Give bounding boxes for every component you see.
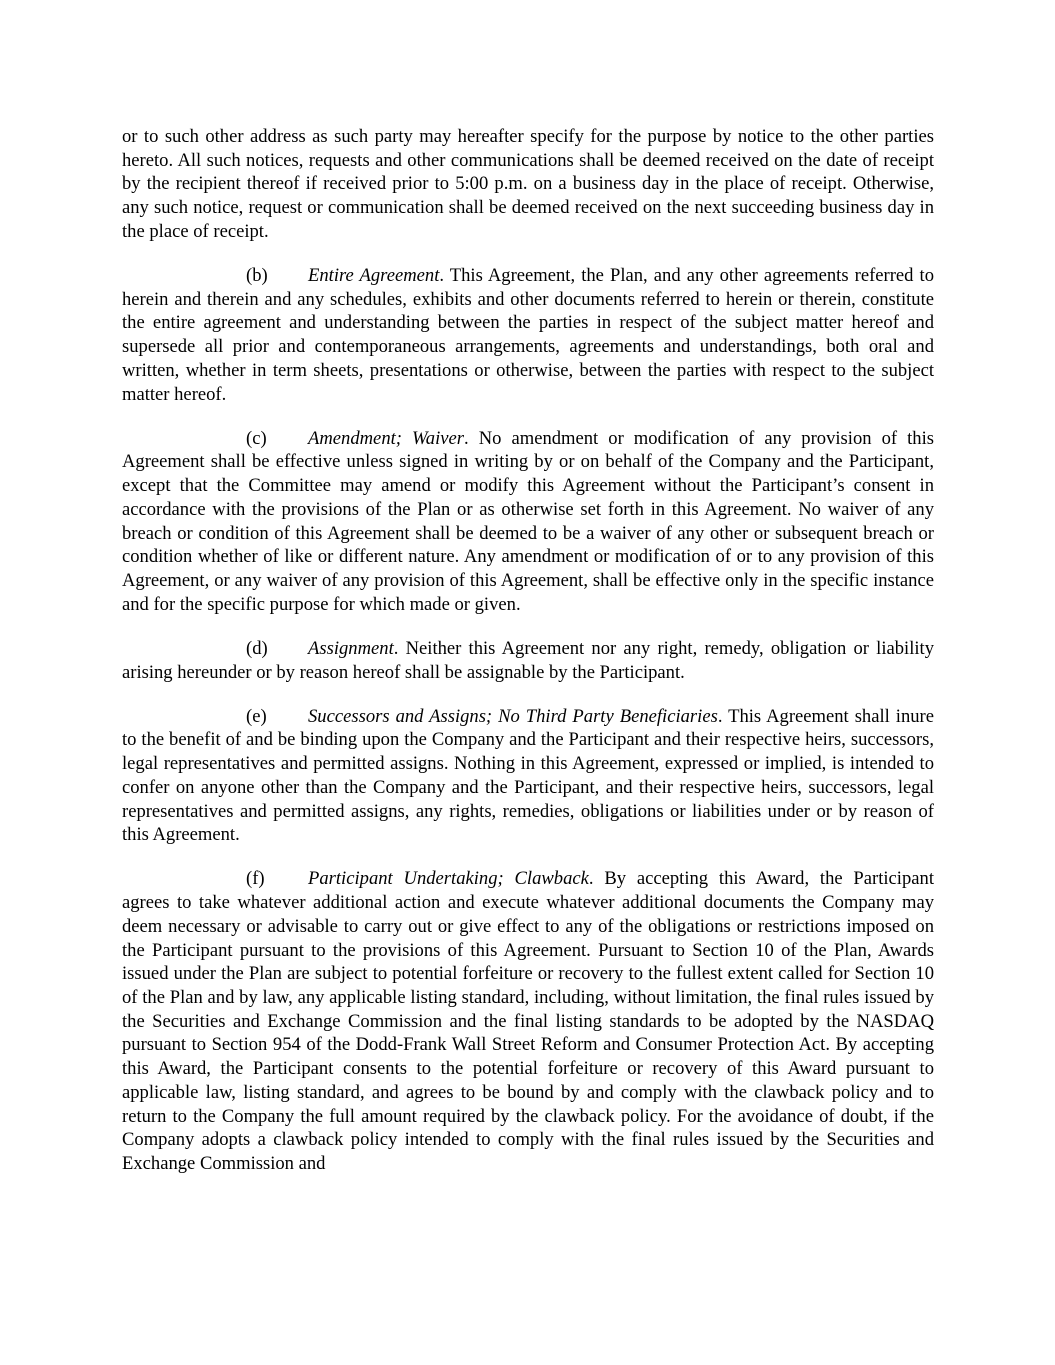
section-heading: Entire Agreement [308, 265, 440, 287]
section-f-participant-undertaking-clawback [122, 867, 934, 1175]
section-body: . By accepting this Award, the Participant agrees to take whatever additional action and execute whatever additional documents the Company may deem necessary or advisable to carry out or give effect to any of the obligations or restrictions imposed on the Participant pursuant to the provisions of this Agreement. Pursuant to Section 10 of the Plan, Awards issued under the Plan are subject to potential forfeiture or recovery to the fullest extent called for Section 10 of the Plan and by law, any applicable listing standard, including, without limitation, the final rules issued by the Securities and Exchange Commission and the final listing standards to be adopted by the NASDAQ pursuant to Section 954 of the Dodd-Frank Wall Street Reform and Consumer Protection Act. By accepting this Award, the Participant consents to the potential forfeiture or recovery of this Award pursuant to applicable law, listing standard, and agrees to be bound by and comply with the clawback policy and to return to the Company the full amount required by the clawback policy. For the avoidance of doubt, if the Company adopts a clawback policy intended to comply with the final rules issued by the Securities and Exchange Commission and [122, 868, 934, 1174]
section-body: . No amendment or modification of any provision of this Agreement shall be effective unless signed in writing by or on behalf of the Company and the Participant, except that the Committee may amend or modify this Agreement without the Participant’s consent in accordance with the provisions of the Plan or as otherwise set forth in this Agreement. No waiver of any breach or condition of this Agreement shall be deemed to be a waiver of any other or subsequent breach or condition whether of like or different nature. Any amendment or modification of or to any provision of this Agreement, or any waiver of any provision of this Agreement, shall be effective only in the specific instance and for the specific purpose for which made or given. [122, 427, 934, 615]
section-body: . This Agreement shall inure to the benefit of and be binding upon the Company and the Participant and their respective heirs, successors, legal representatives and permitted assigns. Nothing in this Agreement, expressed or implied, is intended to confer on anyone other than the Company and the Participant, and their respective heirs, successors, legal representatives and permitted assigns, any rights, remedies, obligations or liabilities under or by reason of this Agreement. [122, 705, 935, 846]
section-d-assignment [122, 637, 934, 684]
paragraph-notices-continuation [122, 125, 934, 244]
section-label: (b) [246, 265, 268, 287]
section-e-successors-assigns [122, 705, 934, 847]
section-heading: Participant Undertaking; Clawback [308, 868, 589, 890]
section-heading: Amendment; Waiver [308, 427, 465, 449]
section-label: (d) [246, 637, 268, 659]
section-heading: Successors and Assigns; No Third Party Beneficiaries [308, 705, 718, 727]
section-body: . This Agreement, the Plan, and any other agreements referred to herein and therein and any schedules, exhibits and other documents referred to herein or therein, constitute the entire agreement and understanding between the parties in respect of the subject matter hereof and supersede all prior and contemporaneous arrangements, agreements and understandings, both oral and written, whether in term sheets, presentations or otherwise, between the parties with respect to the subject matter hereof. [122, 265, 934, 405]
section-heading: Assignment [308, 637, 394, 659]
section-c-amendment-waiver [122, 427, 934, 617]
section-b-entire-agreement [122, 264, 934, 406]
section-label: (c) [246, 427, 267, 449]
section-label: (e) [246, 705, 267, 727]
section-label: (f) [246, 868, 265, 890]
section-body: . Neither this Agreement nor any right, remedy, obligation or liability arising hereunder or by reason hereof shall be assignable by the Participant. [122, 637, 934, 683]
document-page [122, 125, 934, 1196]
paragraph-body: or to such other address as such party may hereafter specify for the purpose by notice to the other parties hereto. All such notices, requests and other communications shall be deemed received on the date of receipt by the recipient thereof if received prior to 5:00 p.m. on a business day in the place of receipt. Otherwise, any such notice, request or communication shall be deemed received on the next succeeding business day in the place of receipt. [122, 126, 934, 242]
